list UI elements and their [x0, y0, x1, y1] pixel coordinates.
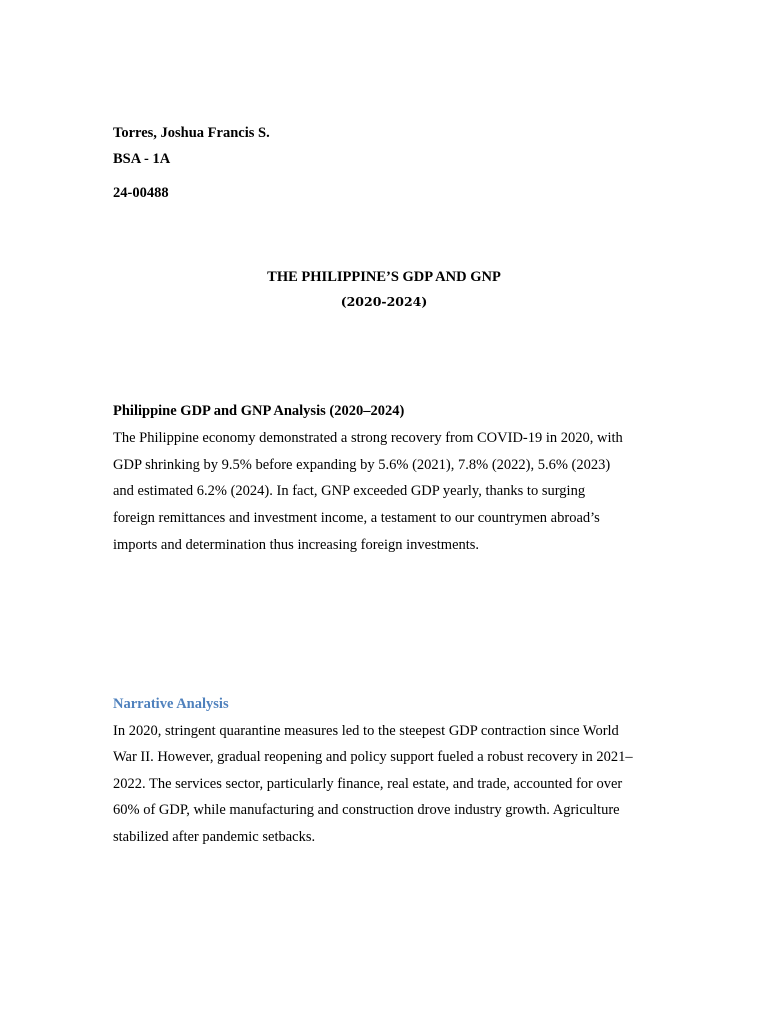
- paragraph-line: In 2020, stringent quarantine measures led to the steepest GDP contraction since World: [113, 723, 619, 739]
- program-section: BSA - 1A: [113, 151, 171, 167]
- paragraph-line: 60% of GDP, while manufacturing and construction drove industry growth. Agriculture: [113, 802, 620, 818]
- document-subtitle: (2020-2024): [340, 294, 428, 309]
- document-title: THE PHILIPPINE’S GDP AND GNP: [267, 269, 501, 285]
- paragraph-line: and estimated 6.2% (2024). In fact, GNP exceeded GDP yearly, thanks to surging: [113, 483, 586, 499]
- author-name: Torres, Joshua Francis S.: [113, 125, 270, 141]
- paragraph-line: foreign remittances and investment income, a testament to our countrymen abroad’s: [113, 510, 600, 526]
- section-heading-narrative: Narrative Analysis: [113, 696, 229, 712]
- paragraph-line: stabilized after pandemic setbacks.: [113, 829, 316, 845]
- paragraph-line: imports and determination thus increasing foreign investments.: [113, 537, 480, 553]
- paragraph-line: The Philippine economy demonstrated a strong recovery from COVID-19 in 2020, with: [113, 430, 623, 446]
- paragraph-line: War II. However, gradual reopening and policy support fueled a robust recovery in 2021–: [113, 749, 633, 765]
- section-heading-gdp-gnp: Philippine GDP and GNP Analysis (2020–2024): [113, 403, 405, 419]
- student-id: 24-00488: [113, 185, 169, 201]
- paragraph-line: 2022. The services sector, particularly finance, real estate, and trade, accounted for over: [113, 776, 623, 792]
- paragraph-line: GDP shrinking by 9.5% before expanding by 5.6% (2021), 7.8% (2022), 5.6% (2023): [113, 457, 611, 473]
